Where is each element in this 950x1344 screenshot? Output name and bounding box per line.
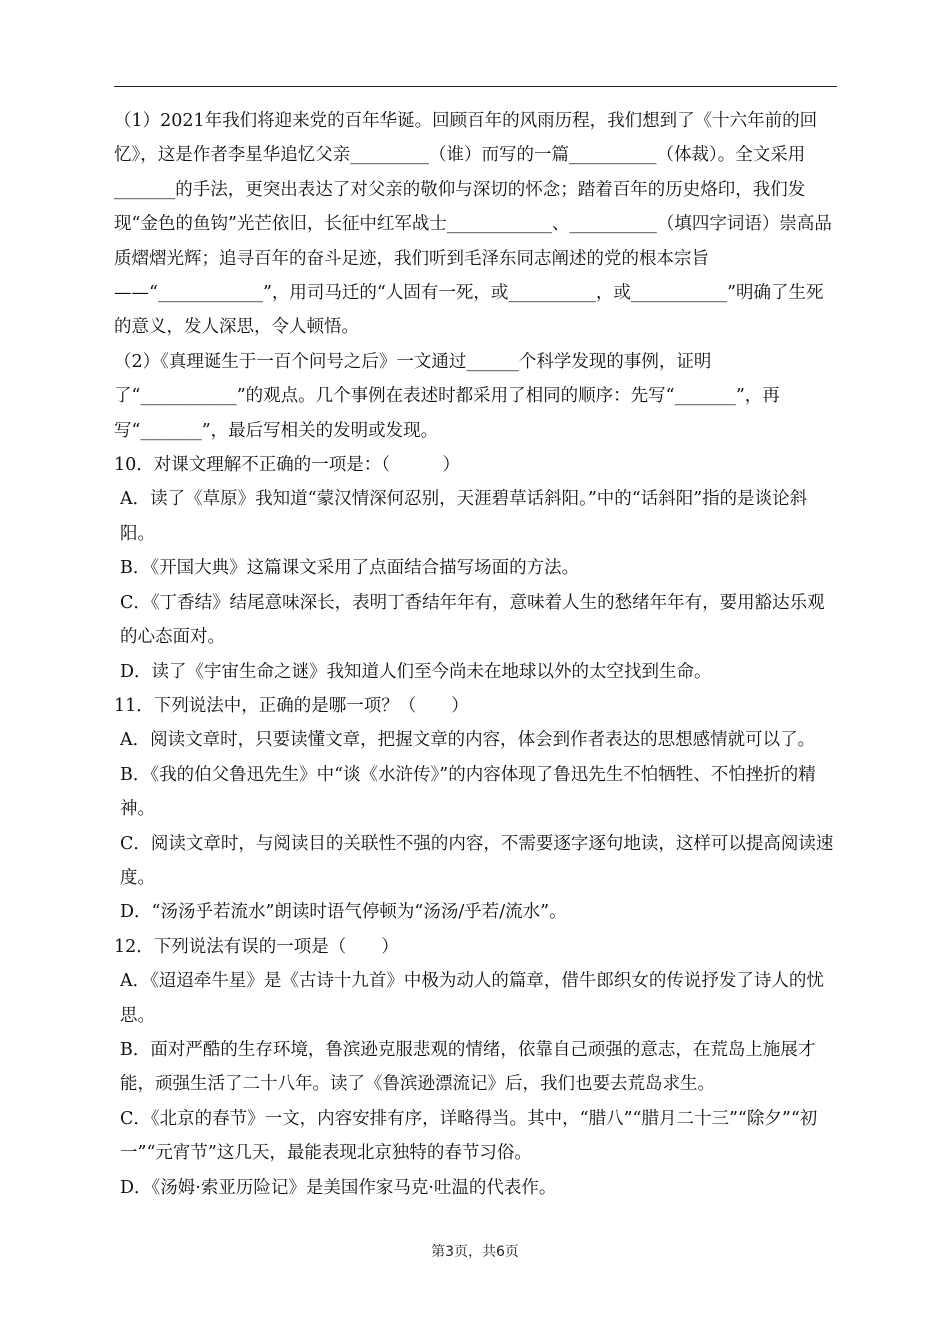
question-10-option-c: C．《丁香结》结尾意味深长，表明丁香结年年有，意味着人生的愁绪年年有，要用豁达乐观的心态面对。 <box>120 592 825 648</box>
question-10-option-b: B．《开国大典》这篇课文采用了点面结合描写场面的方法。 <box>120 558 580 579</box>
page-body <box>114 104 838 1205</box>
question-10-option-d: D．读了《宇宙生命之谜》我知道人们至今尚未在地球以外的太空找到生命。 <box>120 661 712 682</box>
question-11-option-d: D．“汤汤乎若流水”朗读时语气停顿为“汤汤/乎若/流水”。 <box>120 902 567 923</box>
question-11-option-b: B．《我的伯父鲁迅先生》中“谈《水浒传》”的内容体现了鲁迅先生不怕牺牲、不怕挫折的精神。 <box>120 764 816 820</box>
question-11-option-c: C．阅读文章时，与阅读目的关联性不强的内容，不需要逐字逐句地读，这样可以提高阅读速度。 <box>120 833 834 888</box>
page-number-footer: 第3页，共6页 <box>431 1244 519 1260</box>
question-10-stem: 10．对课文理解不正确的一项是：（ ） <box>114 455 461 476</box>
question-12-option-d: D．《汤姆·索亚历险记》是美国作家马克·吐温的代表作。 <box>120 1177 557 1198</box>
question-11-stem: 11．下列说法中，正确的是哪一项？（ ） <box>114 695 469 716</box>
question-12-option-a: A．《迢迢牵牛星》是《古诗十九首》中极为动人的篇章，借牛郎织女的传说抒发了诗人的忧思。 <box>120 971 824 1026</box>
question-12-option-b: B．面对严酷的生存环境，鲁滨逊克服悲观的情绪，依靠自己顽强的意志，在荒岛上施展才能，顽强生活了二十八年。读了《鲁滨逊漂流记》后，我们也要去荒岛求生。 <box>120 1039 816 1095</box>
sub-question-2: （2）《真理诞生于一百个问号之后》一文通过______个科学发现的事例，证明了“___________”的观点。几个事例在表述时都采用了相同的顺序：先写“_______”，再写“_______”，最后写相关的发明或发现。 <box>114 351 780 441</box>
question-10-option-a: A．读了《草原》我知道“蒙汉情深何忍别，天涯碧草话斜阳。”中的“话斜阳”指的是谈论斜阳。 <box>120 489 808 544</box>
question-12-option-c: C．《北京的春节》一文，内容安排有序，详略得当。其中，“腊八”“腊月二十三”“除夕”“初一”“元宵节”这几天，最能表现北京独特的春节习俗。 <box>120 1108 818 1164</box>
sub-question-1: （1）2021年我们将迎来党的百年华诞。回顾百年的风雨历程，我们想到了《十六年前的回忆》，这是作者李星华追忆父亲_________（谁）而写的一篇__________（体裁）。全文采用_______的手法，更突出表达了对父亲的敬仰与深切的怀念；踏着百年的历史烙印，我们发现“金色的鱼钩”光芒依旧，长征中红军战士____________、__________（填四字词语）崇高品质熠熠光辉；追寻百年的奋斗足迹，我们听到毛泽东同志阐述的党的根本宗旨——“____________”，用司马迁的“人固有一死，或__________，或___________”明确了生死的意义，发人深思，令人顿悟。 <box>114 111 832 338</box>
header-rule <box>114 86 837 87</box>
question-12-stem: 12．下列说法有误的一项是（ ） <box>114 936 399 957</box>
question-11-option-a: A．阅读文章时，只要读懂文章，把握文章的内容，体会到作者表达的思想感情就可以了。 <box>120 730 816 751</box>
